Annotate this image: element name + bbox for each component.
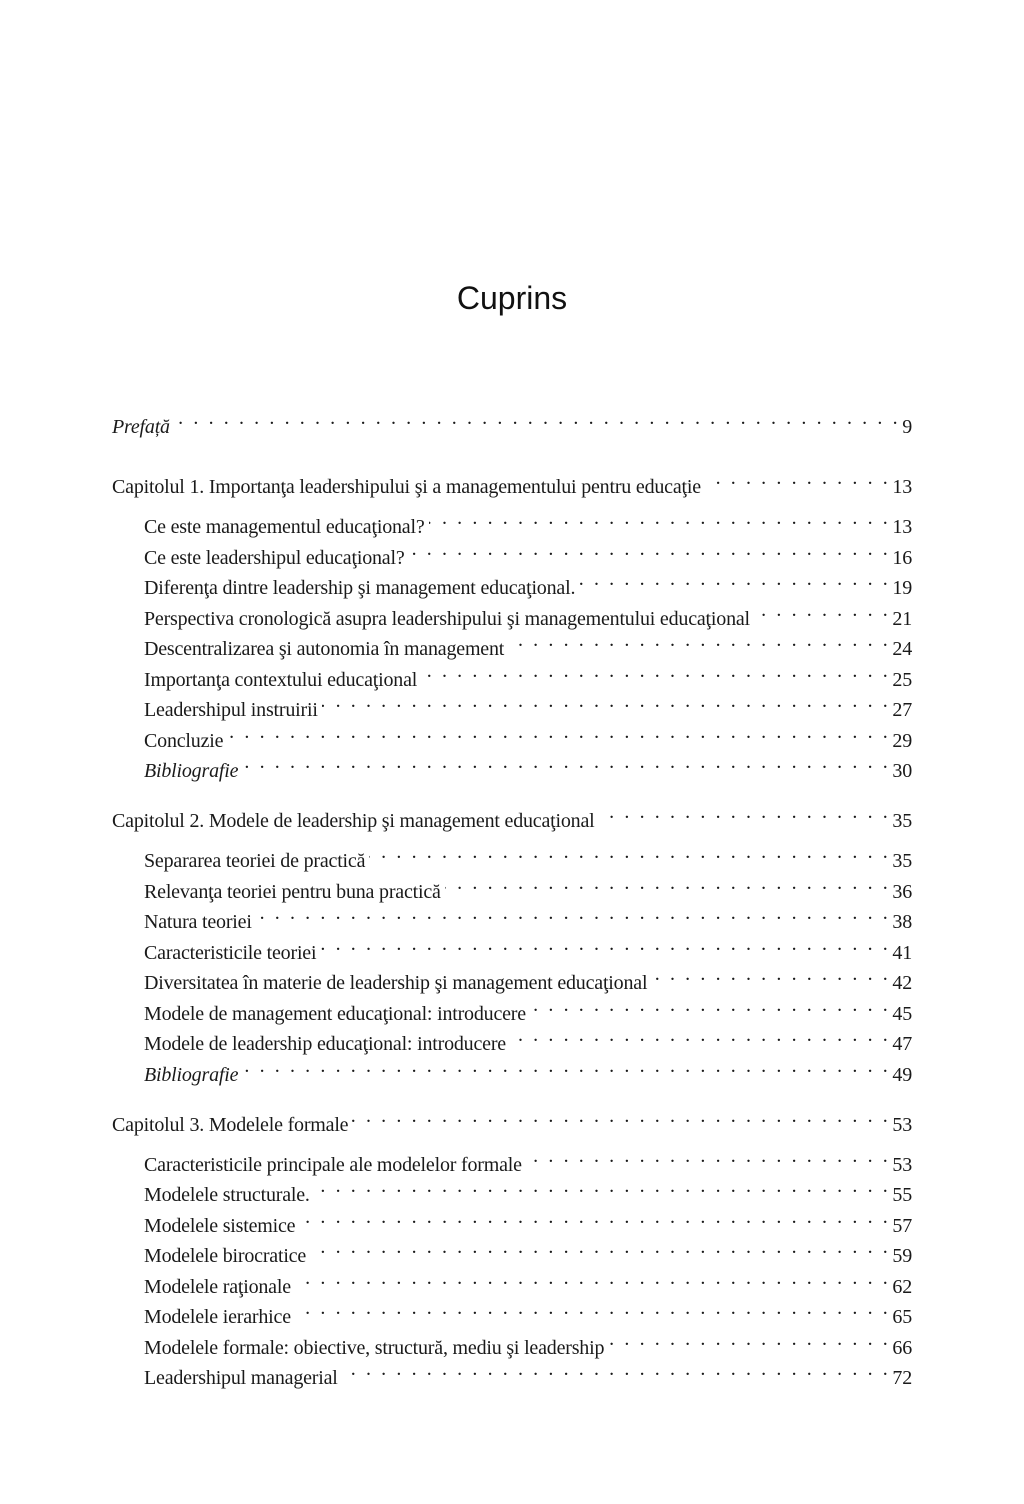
toc-entry-page: 53 [892,1153,912,1176]
toc-section[interactable] [112,503,912,538]
toc-entry-page: 38 [892,911,912,933]
dot-leader [322,686,891,716]
toc-entry-label: Leadershipul instruirii [144,699,318,721]
toc-entry-page: 35 [892,850,912,872]
dot-leader [445,868,891,898]
toc-entry-label: Modelele formale: obiective, structură, mediu şi leadership [144,1336,605,1359]
toc-section[interactable] [112,837,912,872]
toc-entry-page: 66 [892,1336,912,1359]
dot-leader [295,1293,891,1323]
toc-entry-page: 25 [892,668,912,691]
toc-entry-page: 35 [892,810,912,832]
dot-leader [599,797,891,827]
dot-leader [579,564,890,594]
toc-entry-label: Capitolul 2. Modele de leadership şi management educaţional [112,810,595,832]
toc-entry-page: 42 [892,972,912,994]
toc-entry-page: 19 [892,577,912,599]
toc-entry-page: 36 [892,880,912,903]
dot-leader [369,837,890,867]
toc-entry-page: 45 [892,1002,912,1025]
toc-entry-page: 16 [892,546,912,569]
toc-section[interactable] [112,717,912,752]
dot-leader [705,463,890,493]
dot-leader [429,503,891,533]
dot-leader [754,595,890,625]
toc-entry-label: Bibliografie [144,1063,239,1086]
toc-entry-label: Leadershipul managerial [144,1367,338,1389]
toc-entry-label: Modelele raţionale [144,1275,291,1298]
toc-entry-label: Capitolul 3. Modelele formale [112,1113,349,1136]
toc-entry-label: Modelele sistemice [144,1214,296,1237]
dot-leader [342,1354,891,1384]
dot-leader [651,959,890,989]
toc-entry-label: Diferenţa dintre leadership şi management educaţional. [144,577,576,599]
dot-leader [227,717,890,747]
dot-leader [508,625,890,655]
toc-entry-label: Ce este managementul educaţional? [144,516,425,538]
toc-entry-page: 57 [892,1214,912,1237]
page-title: Cuprins [456,280,568,316]
toc-entry-label: Modele de management educaţional: introducere [144,1002,526,1025]
toc-entry-label: Concluzie [144,729,224,752]
toc-entry-label: Caracteristicile teoriei [144,941,317,964]
toc-chapter-1[interactable] [112,463,912,498]
dot-leader [421,656,890,686]
toc-entry-label: Descentralizarea şi autonomia în management [144,638,505,660]
toc-section[interactable] [112,747,912,782]
toc-entry-page: 29 [892,729,912,752]
table-of-contents [112,403,912,1389]
toc-entry-page: 53 [892,1113,912,1136]
toc-entry-page: 41 [892,941,912,964]
toc-entry-label: Natura teoriei [144,911,252,933]
dot-leader [310,1232,890,1262]
toc-entry-page: 9 [902,416,912,438]
dot-leader [174,403,900,433]
dot-leader [530,990,890,1020]
toc-entry-label: Prefață [112,416,170,438]
toc-entry-label: Modelele ierarhice [144,1306,291,1328]
toc-entry-page: 30 [892,760,912,782]
toc-entry-label: Importanţa contextului educaţional [144,668,418,691]
toc-entry-page: 62 [892,1275,912,1298]
toc-entry-label: Modelele birocratice [144,1245,307,1267]
toc-chapter-3[interactable] [112,1101,912,1136]
dot-leader [242,1051,890,1081]
toc-entry-page: 21 [892,607,912,630]
spacer [112,434,912,464]
toc-entry-label: Modele de leadership educaţional: introducere [144,1033,506,1055]
toc-entry-label: Capitolul 1. Importanţa leadershipului şi a managementului pentru educaţie [112,476,701,498]
toc-chapter-2[interactable] [112,797,912,832]
toc-entry-page: 13 [892,476,912,498]
toc-entry-page: 24 [892,638,912,660]
toc-section[interactable] [112,1141,912,1176]
dot-leader [242,747,890,777]
dot-leader [320,929,890,959]
toc-entry-label: Perspectiva cronologică asupra leadershipului şi managementului educaţional [144,607,750,630]
dot-leader [299,1202,890,1232]
toc-entry-page: 13 [892,516,912,538]
dot-leader [409,534,891,564]
toc-entry-label: Diversitatea în materie de leadership şi management educaţional [144,972,648,994]
dot-leader [314,1171,891,1201]
toc-entry-preface[interactable] [112,403,912,438]
toc-entry-label: Modelele structurale. [144,1184,310,1206]
toc-entry-label: Relevanţa teoriei pentru buna practică [144,880,441,903]
toc-entry-page: 59 [892,1245,912,1267]
toc-entry-page: 49 [892,1063,912,1086]
dot-leader [510,1020,890,1050]
toc-entry-label: Bibliografie [144,760,239,782]
dot-leader [526,1141,891,1171]
dot-leader [295,1263,891,1293]
toc-entry-label: Ce este leadershipul educaţional? [144,546,405,569]
toc-entry-page: 72 [892,1367,912,1389]
toc-entry-page: 47 [892,1033,912,1055]
toc-entry-page: 55 [892,1184,912,1206]
toc-entry-label: Separarea teoriei de practică [144,850,366,872]
dot-leader [256,898,891,928]
dot-leader [608,1324,890,1354]
toc-entry-label: Caracteristicile principale ale modelelor formale [144,1153,522,1176]
toc-entry-page: 27 [892,699,912,721]
toc-entry-page: 65 [892,1306,912,1328]
dot-leader [352,1101,890,1131]
